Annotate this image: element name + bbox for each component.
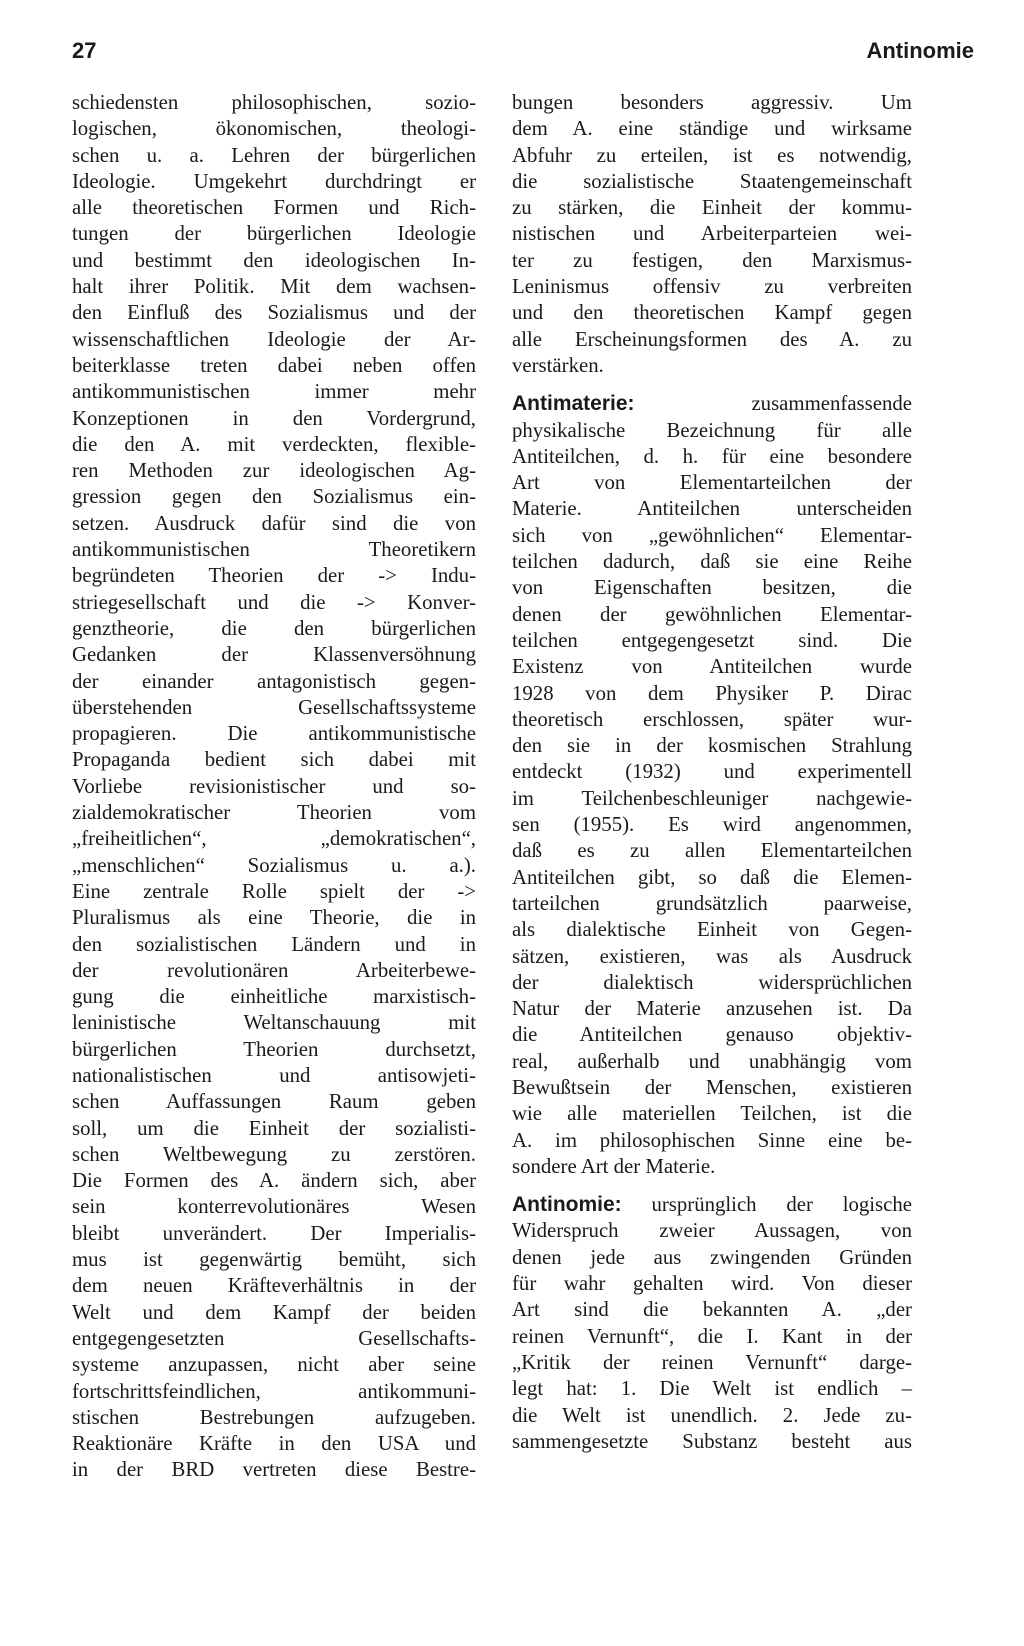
- text-line: soll, um die Einheit der sozialisti-: [72, 1116, 476, 1140]
- text-line: Natur der Materie anzusehen ist. Da: [512, 997, 912, 1021]
- text-line: striegesellschaft und die -> Konver-: [72, 590, 476, 614]
- text-line: tungen der bürgerlichen Ideologie: [72, 222, 476, 246]
- text-line: mus ist gegenwärtig bemüht, sich: [72, 1248, 476, 1272]
- text-line: „menschlichen“ Sozialismus u. a.).: [72, 853, 476, 877]
- entry-antinomie: [512, 1192, 912, 1455]
- text-line: antikommunistischen Theoretikern: [72, 538, 476, 562]
- right-column-intro: [512, 90, 912, 379]
- text-line: sätzen, existieren, was als Ausdruck: [512, 944, 912, 968]
- text-line: schen u. a. Lehren der bürgerlichen: [72, 143, 476, 167]
- text-line: A. im philosophischen Sinne eine be-: [512, 1128, 912, 1152]
- text-line: denen der gewöhnlichen Elementar-: [512, 602, 912, 626]
- text-line: der dialektisch widersprüchlichen: [512, 970, 912, 994]
- text-line: der einander antagonistisch gegen-: [72, 669, 476, 693]
- text-line: schiedensten philosophischen, sozio-: [72, 91, 476, 114]
- text-line: Eine zentrale Rolle spielt der ->: [72, 879, 476, 903]
- text-line: Gedanken der Klassenversöhnung: [72, 643, 476, 667]
- text-line: bungen besonders aggressiv. Um: [512, 91, 912, 114]
- entry-first-line-text: zusammenfassende: [751, 392, 912, 416]
- text-line: sammengesetzte Substanz besteht aus: [512, 1429, 912, 1453]
- text-line: „freiheitlichen“, „demokratischen“,: [72, 827, 476, 851]
- entry-first-line: [512, 1192, 912, 1218]
- text-line: physikalische Bezeichnung für alle: [512, 418, 912, 442]
- text-line: Propaganda bedient sich dabei mit: [72, 748, 476, 772]
- text-line: sen (1955). Es wird angenommen,: [512, 813, 912, 837]
- text-line: Konzeptionen in den Vordergrund,: [72, 406, 476, 430]
- text-line: die Antiteilchen genauso objektiv-: [512, 1023, 912, 1047]
- text-line: real, außerhalb und unabhängig vom: [512, 1049, 912, 1073]
- text-line: wissenschaftlichen Ideologie der Ar-: [72, 327, 476, 351]
- text-line: stischen Bestrebungen aufzugeben.: [72, 1405, 476, 1429]
- text-line: Die Formen des A. ändern sich, aber: [72, 1169, 476, 1193]
- text-line: der revolutionären Arbeiterbewe-: [72, 958, 476, 982]
- text-line: den Einfluß des Sozialismus und der: [72, 301, 476, 325]
- text-line: Antiteilchen gibt, so daß die Elemen-: [512, 865, 912, 889]
- text-line: Leninismus offensiv zu verbreiten: [512, 275, 912, 299]
- text-line: logischen, ökonomischen, theologi-: [72, 117, 476, 141]
- text-line: reinen Vernunft“, die I. Kant in der: [512, 1324, 912, 1348]
- text-line: Pluralismus als eine Theorie, die in: [72, 906, 476, 930]
- text-line: Ideologie. Umgekehrt durchdringt er: [72, 169, 476, 193]
- text-line: fortschrittsfeindlichen, antikommuni-: [72, 1379, 476, 1403]
- text-line: Art von Elementarteilchen der: [512, 471, 912, 495]
- text-line: sich von „gewöhnlichen“ Elementar-: [512, 523, 912, 547]
- text-line: überstehenden Gesellschaftssysteme: [72, 695, 476, 719]
- text-line: Abfuhr zu erteilen, ist es notwendig,: [512, 143, 912, 167]
- text-line: zu stärken, die Einheit der kommu-: [512, 196, 912, 220]
- text-line: für wahr gehalten wird. Von dieser: [512, 1272, 912, 1296]
- text-line: im Teilchenbeschleuniger nachgewie-: [512, 786, 912, 810]
- text-line: legt hat: 1. Die Welt ist endlich –: [512, 1377, 912, 1401]
- text-line: in der BRD vertreten diese Bestre-: [72, 1458, 476, 1482]
- text-line: 1928 von dem Physiker P. Dirac: [512, 681, 912, 705]
- text-line: sein konterrevolutionäres Wesen: [72, 1195, 476, 1219]
- text-line: den sozialistischen Ländern und in: [72, 932, 476, 956]
- text-line: Vorliebe revisionistischer und so-: [72, 774, 476, 798]
- text-line: „Kritik der reinen Vernunft“ darge-: [512, 1350, 912, 1374]
- text-line: von Eigenschaften besitzen, die: [512, 576, 912, 600]
- text-line: Bewußtsein der Menschen, existieren: [512, 1075, 912, 1099]
- text-line: alle theoretischen Formen und Rich-: [72, 196, 476, 220]
- text-line: wie alle materiellen Teilchen, ist die: [512, 1102, 912, 1126]
- text-line: ter zu festigen, den Marxismus-: [512, 248, 912, 272]
- text-line: nationalistischen und antisowjeti-: [72, 1063, 476, 1087]
- right-column: [512, 90, 912, 1455]
- text-line: nistischen und Arbeiterparteien wei-: [512, 222, 912, 246]
- text-line: teilchen entgegengesetzt sind. Die: [512, 628, 912, 652]
- text-line: Art sind die bekannten A. „der: [512, 1298, 912, 1322]
- running-head: Antinomie: [866, 38, 974, 63]
- text-line: die sozialistische Staatengemeinschaft: [512, 169, 912, 193]
- text-line: bürgerlichen Theorien durchsetzt,: [72, 1037, 476, 1061]
- entry-antimaterie: [512, 391, 912, 1180]
- text-line: Welt und dem Kampf der beiden: [72, 1300, 476, 1324]
- entry-term: Antimaterie:: [512, 392, 635, 416]
- text-line: Existenz von Antiteilchen wurde: [512, 655, 912, 679]
- text-line: entdeckt (1932) und experimentell: [512, 760, 912, 784]
- text-line: und den theoretischen Kampf gegen: [512, 301, 912, 325]
- text-line: als dialektische Einheit von Gegen-: [512, 918, 912, 942]
- text-line: dem neuen Kräfteverhältnis in der: [72, 1274, 476, 1298]
- page-number: 27: [72, 38, 97, 63]
- text-line: theoretisch erschlossen, später wur-: [512, 707, 912, 731]
- text-line: schen Weltbewegung zu zerstören.: [72, 1142, 476, 1166]
- text-line: Materie. Antiteilchen unterscheiden: [512, 497, 912, 521]
- text-line: halt ihrer Politik. Mit dem wachsen-: [72, 275, 476, 299]
- text-line: alle Erscheinungsformen des A. zu: [512, 327, 912, 351]
- text-line: dem A. eine ständige und wirksame: [512, 117, 912, 141]
- text-line: gression gegen den Sozialismus ein-: [72, 485, 476, 509]
- text-line: teilchen dadurch, daß sie eine Reihe: [512, 550, 912, 574]
- text-line: gung die einheitliche marxistisch-: [72, 985, 476, 1009]
- text-line: leninistische Weltanschauung mit: [72, 1011, 476, 1035]
- text-line: systeme anzupassen, nicht aber seine: [72, 1353, 476, 1377]
- text-line: antikommunistischen immer mehr: [72, 380, 476, 404]
- text-line: verstärken.: [512, 353, 604, 377]
- text-line: tarteilchen grundsätzlich paarweise,: [512, 891, 912, 915]
- text-line: genztheorie, die den bürgerlichen: [72, 616, 476, 640]
- text-line: zialdemokratischer Theorien vom: [72, 801, 476, 825]
- text-line: setzen. Ausdruck dafür sind die von: [72, 511, 476, 535]
- text-line: schen Auffassungen Raum geben: [72, 1090, 476, 1114]
- text-line: beiterklasse treten dabei neben offen: [72, 353, 476, 377]
- text-line: daß es zu allen Elementarteilchen: [512, 839, 912, 863]
- text-line: Reaktionäre Kräfte in den USA und: [72, 1432, 476, 1456]
- text-line: sondere Art der Materie.: [512, 1154, 716, 1178]
- page-header: [72, 38, 974, 70]
- text-line: den sie in der kosmischen Strahlung: [512, 734, 912, 758]
- text-line: Widerspruch zweier Aussagen, von: [512, 1219, 912, 1243]
- text-line: entgegengesetzten Gesellschafts-: [72, 1326, 476, 1350]
- text-line: die den A. mit verdeckten, flexible-: [72, 432, 476, 456]
- text-line: die Welt ist unendlich. 2. Jede zu-: [512, 1403, 912, 1427]
- entry-first-line: [512, 391, 912, 417]
- text-line: und bestimmt den ideologischen In-: [72, 248, 476, 272]
- left-column: [72, 90, 476, 1484]
- text-line: begründeten Theorien der -> Indu-: [72, 564, 476, 588]
- text-line: denen jede aus zwingenden Gründen: [512, 1245, 912, 1269]
- text-line: ren Methoden zur ideologischen Ag-: [72, 459, 476, 483]
- entry-term: Antinomie:: [512, 1193, 622, 1217]
- text-line: propagieren. Die antikommunistische: [72, 722, 476, 746]
- text-line: bleibt unverändert. Der Imperialis-: [72, 1221, 476, 1245]
- text-line: Antiteilchen, d. h. für eine besondere: [512, 444, 912, 468]
- entry-first-line-text: ursprünglich der logische: [651, 1193, 913, 1217]
